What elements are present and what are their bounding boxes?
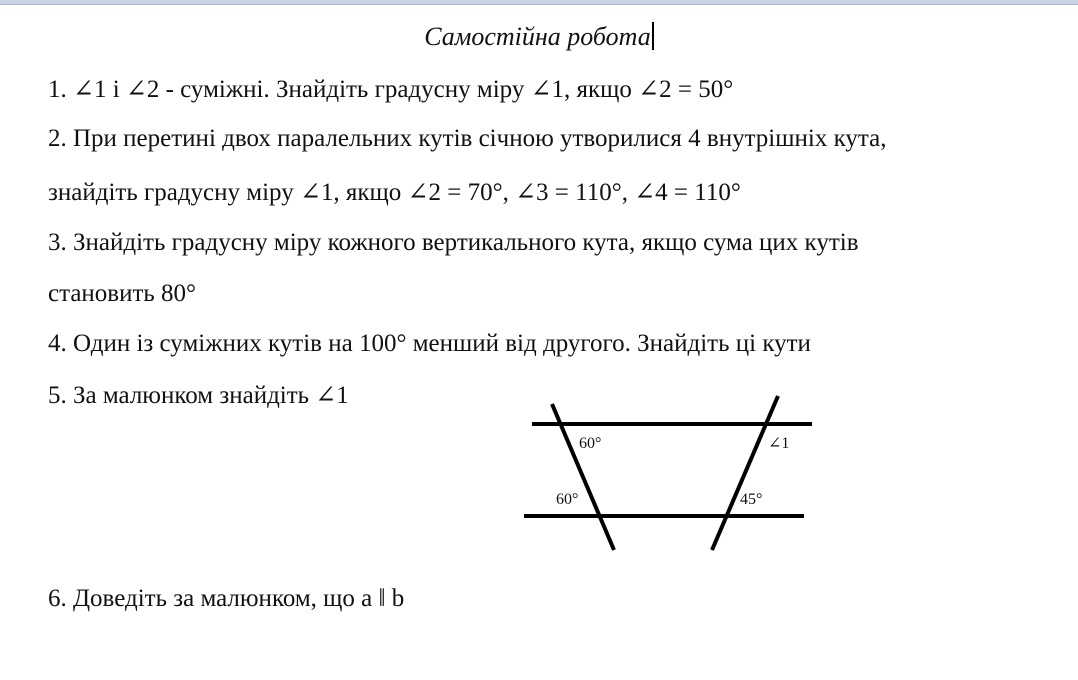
- title-text: Самостійна робота: [424, 22, 651, 51]
- text-cursor: [652, 22, 654, 50]
- task-text: Знайдіть градусну міру кожного вертикального кута, якщо сума цих кутів: [73, 229, 859, 256]
- task-5-figure: [520, 390, 820, 560]
- task-3-continued: [48, 280, 196, 308]
- right-transversal: [712, 396, 778, 550]
- task-text: Один із суміжних кутів на 100° менший від другого. Знайдіть ці кути: [73, 330, 811, 357]
- task-4: [48, 330, 811, 358]
- task-number: 1.: [48, 76, 67, 103]
- angle-label-top-right: ∠1: [768, 435, 790, 452]
- angle-label-bottom-left: 60°: [556, 491, 579, 508]
- task-3: [48, 229, 859, 257]
- task-1: [48, 74, 733, 104]
- task-number: 2.: [48, 125, 67, 152]
- task-number: 3.: [48, 229, 67, 256]
- task-text: становить 80°: [48, 280, 197, 307]
- task-text: Доведіть за малюнком, що a ‖ b: [73, 585, 405, 612]
- task-text: При перетині двох паралельних кутів січною утворилися 4 внутрішніх кута,: [73, 125, 887, 152]
- angle-label-top-left: 60°: [579, 435, 602, 452]
- document-title: [0, 22, 1078, 52]
- task-text: знайдіть градусну міру ∠1, якщо ∠2 = 70°, ∠3 = 110°, ∠4 = 110°: [48, 179, 741, 206]
- task-number: 5.: [48, 382, 67, 409]
- angle-label-bottom-right: 45°: [740, 491, 763, 508]
- task-number: 4.: [48, 330, 67, 357]
- task-text: ∠1 і ∠2 - суміжні. Знайдіть градусну міру ∠1, якщо ∠2 = 50°: [73, 76, 734, 103]
- task-6: [48, 585, 404, 613]
- task-number: 6.: [48, 585, 67, 612]
- task-2: [48, 125, 886, 153]
- task-2-continued: [48, 177, 741, 207]
- task-text: За малюнком знайдіть ∠1: [73, 382, 349, 409]
- task-5: [48, 380, 349, 410]
